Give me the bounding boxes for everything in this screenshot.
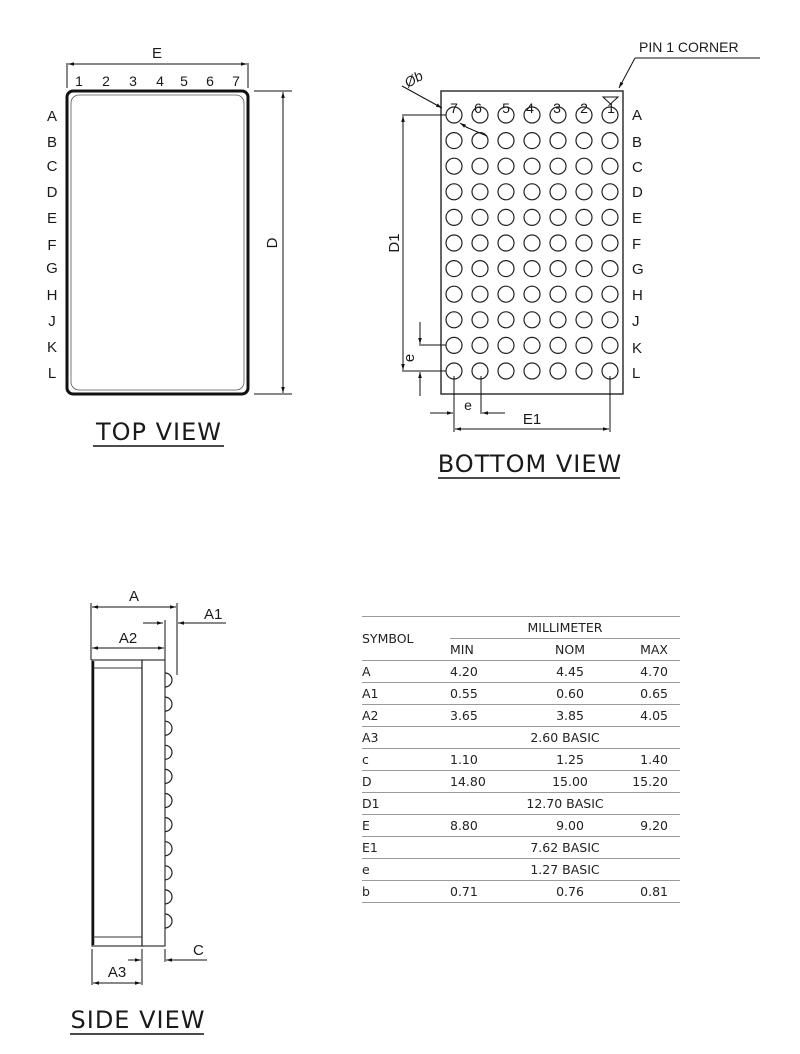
side-solder-ball (165, 842, 172, 856)
solder-ball (576, 312, 592, 328)
solder-ball (550, 312, 566, 328)
basic-value-cell: 12.70 BASIC (450, 793, 680, 815)
svg-text:4: 4 (526, 100, 534, 116)
nom-value-cell: 3.85 (522, 705, 618, 727)
svg-text:G: G (46, 260, 58, 277)
top-column-labels (75, 73, 240, 89)
solder-ball (472, 286, 488, 302)
solder-ball (498, 363, 514, 379)
solder-ball (446, 184, 462, 200)
svg-text:3: 3 (553, 100, 561, 116)
svg-text:7: 7 (232, 73, 240, 89)
nom-value-cell: 0.60 (522, 683, 618, 705)
ball-grid (446, 107, 618, 379)
side-a2-label: A2 (118, 630, 138, 647)
solder-ball (524, 363, 540, 379)
solder-ball (472, 235, 488, 251)
solder-ball (446, 209, 462, 225)
side-solder-ball (165, 890, 172, 904)
solder-ball (602, 235, 618, 251)
solder-ball (498, 133, 514, 149)
solder-ball (602, 184, 618, 200)
svg-text:B: B (46, 134, 58, 151)
solder-ball (602, 286, 618, 302)
svg-text:A: A (46, 108, 58, 125)
basic-value-cell: 7.62 BASIC (450, 837, 680, 859)
solder-ball (550, 261, 566, 277)
solder-ball (524, 337, 540, 353)
svg-text:D: D (46, 184, 58, 201)
solder-ball (576, 133, 592, 149)
svg-text:7: 7 (450, 100, 458, 116)
solder-ball (576, 209, 592, 225)
svg-text:D: D (632, 184, 643, 201)
top-package-outline (67, 91, 248, 394)
side-a3-label: A3 (107, 964, 127, 981)
max-value-cell: 4.05 (618, 705, 680, 727)
solder-ball (524, 158, 540, 174)
solder-ball (446, 261, 462, 277)
top-e-label: E (151, 45, 163, 62)
solder-ball (576, 184, 592, 200)
svg-text:2: 2 (102, 73, 110, 89)
solder-ball (602, 133, 618, 149)
solder-ball (472, 209, 488, 225)
symbol-cell: E (362, 815, 450, 837)
solder-ball (550, 235, 566, 251)
solder-ball (524, 184, 540, 200)
svg-text:2: 2 (580, 100, 588, 116)
solder-ball (550, 363, 566, 379)
side-solder-ball (165, 769, 172, 783)
svg-text:C: C (46, 158, 58, 175)
solder-ball (602, 312, 618, 328)
svg-text:E: E (632, 210, 643, 227)
solder-ball (576, 363, 592, 379)
solder-ball (472, 158, 488, 174)
table-row (362, 705, 680, 727)
solder-ball (576, 235, 592, 251)
solder-ball (498, 312, 514, 328)
table-row (362, 859, 680, 881)
nom-value-cell: 0.76 (522, 881, 618, 903)
horizontal-pitch-label: e (464, 397, 472, 413)
table-row (362, 771, 680, 793)
svg-text:B: B (632, 134, 643, 151)
vertical-pitch-label: e (401, 353, 418, 363)
solder-ball (602, 337, 618, 353)
min-value-cell: 1.10 (450, 749, 522, 771)
svg-text:F: F (632, 236, 642, 253)
table-row (362, 661, 680, 683)
side-mold-cap (92, 660, 142, 946)
solder-ball (446, 286, 462, 302)
solder-ball (472, 261, 488, 277)
table-row (362, 793, 680, 815)
min-value-cell: 4.20 (450, 661, 522, 683)
solder-ball (498, 261, 514, 277)
symbol-cell: A1 (362, 683, 450, 705)
nom-value-cell: 4.45 (522, 661, 618, 683)
solder-ball (446, 337, 462, 353)
solder-ball (472, 312, 488, 328)
solder-ball (576, 158, 592, 174)
min-value-cell: 0.71 (450, 881, 522, 903)
side-solder-ball (165, 866, 172, 880)
nom-value-cell: 15.00 (522, 771, 618, 793)
solder-ball (602, 261, 618, 277)
bottom-view (386, 39, 760, 478)
symbol-cell: A2 (362, 705, 450, 727)
svg-text:H: H (632, 287, 643, 304)
top-row-labels (46, 108, 58, 382)
min-value-cell: 14.80 (450, 771, 522, 793)
symbol-cell: c (362, 749, 450, 771)
solder-ball (550, 286, 566, 302)
svg-text:1: 1 (75, 73, 83, 89)
svg-text:5: 5 (502, 100, 510, 116)
min-value-cell: 8.80 (450, 815, 522, 837)
max-value-cell: 0.65 (618, 683, 680, 705)
solder-ball (524, 261, 540, 277)
max-value-cell: 9.20 (618, 815, 680, 837)
solder-ball (550, 337, 566, 353)
svg-text:G: G (632, 261, 644, 278)
dimension-rows (362, 661, 680, 903)
table-row (362, 815, 680, 837)
solder-ball (550, 184, 566, 200)
top-view (46, 45, 292, 446)
side-solder-ball (165, 818, 172, 832)
solder-ball (524, 312, 540, 328)
solder-ball (498, 184, 514, 200)
solder-ball (524, 133, 540, 149)
solder-ball (472, 337, 488, 353)
max-header: MAX (618, 639, 680, 661)
svg-text:E: E (46, 210, 58, 227)
side-solder-ball (165, 745, 172, 759)
top-d-label: D (264, 237, 281, 249)
ball-diameter-label: Øb (401, 67, 426, 91)
side-solder-ball (165, 673, 172, 687)
side-c-label: C (193, 942, 204, 959)
side-solder-ball (165, 697, 172, 711)
max-value-cell: 1.40 (618, 749, 680, 771)
side-view-title: SIDE VIEW (70, 1006, 206, 1034)
svg-text:K: K (46, 339, 58, 356)
svg-text:K: K (632, 340, 643, 357)
table-row (362, 749, 680, 771)
max-value-cell: 0.81 (618, 881, 680, 903)
svg-text:5: 5 (180, 73, 188, 89)
side-solder-ball (165, 914, 172, 928)
symbol-cell: b (362, 881, 450, 903)
side-solder-ball (165, 794, 172, 808)
min-value-cell: 0.55 (450, 683, 522, 705)
solder-ball (498, 209, 514, 225)
symbol-cell: E1 (362, 837, 450, 859)
max-value-cell: 15.20 (618, 771, 680, 793)
side-view (70, 588, 226, 1034)
side-solder-ball (165, 721, 172, 735)
solder-ball (446, 133, 462, 149)
svg-text:H: H (46, 287, 58, 304)
symbol-cell: D (362, 771, 450, 793)
svg-text:6: 6 (474, 100, 482, 116)
symbol-header: SYMBOL (362, 617, 450, 661)
table-row (362, 727, 680, 749)
solder-ball (472, 184, 488, 200)
svg-text:F: F (47, 237, 57, 254)
nom-value-cell: 1.25 (522, 749, 618, 771)
solder-ball (498, 286, 514, 302)
solder-ball (602, 209, 618, 225)
svg-text:1: 1 (607, 100, 615, 116)
top-view-title: TOP VIEW (95, 418, 223, 446)
side-a1-label: A1 (204, 606, 223, 623)
solder-ball (576, 286, 592, 302)
side-solder-balls (165, 673, 172, 928)
solder-ball (576, 261, 592, 277)
basic-value-cell: 1.27 BASIC (450, 859, 680, 881)
svg-text:3: 3 (129, 73, 137, 89)
bottom-row-labels (632, 107, 644, 382)
symbol-cell: e (362, 859, 450, 881)
solder-ball (446, 158, 462, 174)
side-substrate (142, 660, 165, 946)
e1-label: E1 (522, 411, 542, 428)
bottom-package-outline (441, 91, 623, 394)
table-row (362, 683, 680, 705)
bottom-column-labels (450, 100, 615, 116)
solder-ball (602, 158, 618, 174)
symbol-cell: A3 (362, 727, 450, 749)
table-row (362, 881, 680, 903)
dimension-table (362, 616, 680, 903)
d1-label: D1 (386, 233, 403, 253)
solder-ball (524, 209, 540, 225)
solder-ball (550, 209, 566, 225)
svg-text:J: J (632, 313, 640, 330)
nom-value-cell: 9.00 (522, 815, 618, 837)
solder-ball (446, 312, 462, 328)
min-value-cell: 3.65 (450, 705, 522, 727)
min-header: MIN (450, 639, 522, 661)
svg-text:C: C (632, 159, 643, 176)
basic-value-cell: 2.60 BASIC (450, 727, 680, 749)
svg-text:A: A (632, 107, 643, 124)
svg-text:J: J (48, 313, 56, 330)
max-value-cell: 4.70 (618, 661, 680, 683)
solder-ball (550, 133, 566, 149)
side-a-label: A (128, 588, 140, 605)
solder-ball (524, 286, 540, 302)
symbol-cell: D1 (362, 793, 450, 815)
solder-ball (446, 235, 462, 251)
solder-ball (498, 158, 514, 174)
solder-ball (498, 337, 514, 353)
svg-text:4: 4 (156, 73, 164, 89)
symbol-cell: A (362, 661, 450, 683)
solder-ball (524, 235, 540, 251)
solder-ball (550, 158, 566, 174)
unit-header: MILLIMETER (450, 617, 680, 639)
nom-header: NOM (522, 639, 618, 661)
pin1-corner-label: PIN 1 CORNER (639, 39, 739, 55)
solder-ball (576, 337, 592, 353)
svg-text:6: 6 (206, 73, 214, 89)
svg-text:L: L (632, 365, 641, 382)
solder-ball (472, 363, 488, 379)
solder-ball (498, 235, 514, 251)
table-row (362, 837, 680, 859)
svg-text:L: L (47, 365, 57, 382)
bottom-view-title: BOTTOM VIEW (437, 450, 623, 478)
